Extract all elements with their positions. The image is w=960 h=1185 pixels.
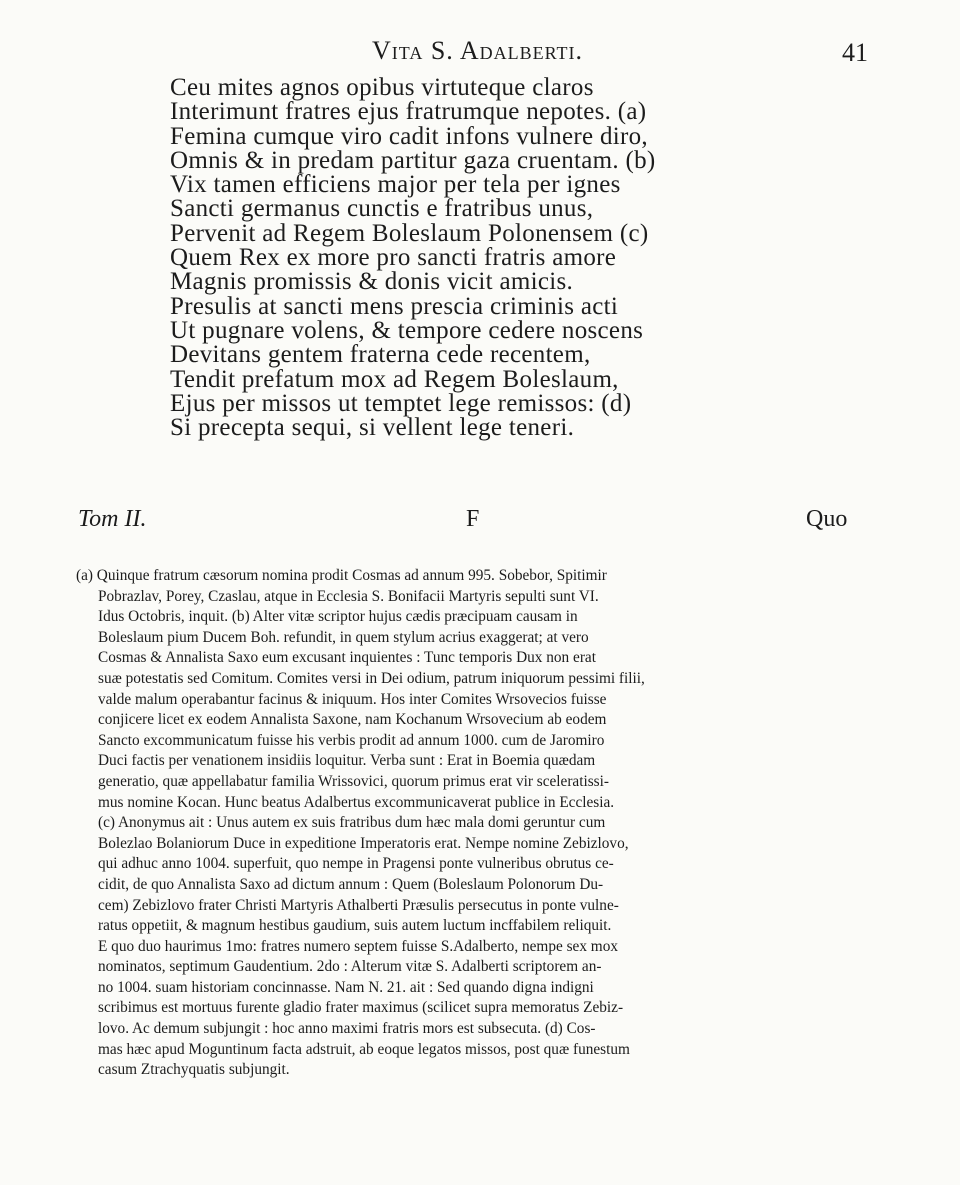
verse-line: Devitans gentem fraterna cede recentem, bbox=[170, 341, 591, 369]
footnote-line: scribimus est mortuus furente gladio frater maximus (scilicet supra memoratus Zebiz- bbox=[98, 999, 624, 1017]
page-number: 41 bbox=[842, 38, 868, 67]
verse-line: Tendit prefatum mox ad Regem Boleslaum, bbox=[170, 365, 619, 393]
verse-line: Omnis & in predam partitur gaza cruentam. (b) bbox=[170, 146, 656, 174]
footnote-line: Idus Octobris, inquit. (b) Alter vitæ scriptor hujus cædis præcipuam causam in bbox=[98, 608, 578, 626]
verse-line: Vix tamen efficiens major per tela per ignes bbox=[170, 171, 621, 199]
verse-line: Presulis at sancti mens prescia criminis acti bbox=[170, 292, 619, 320]
footnote-line: Boleslaum pium Ducem Boh. refundit, in quem stylum acrius exaggerat; at vero bbox=[98, 628, 589, 646]
verse-block bbox=[170, 76, 870, 440]
footnote-line: (c) Anonymus ait : Unus autem ex suis fratribus dum hæc mala domi geruntur cum bbox=[98, 814, 606, 832]
running-header bbox=[0, 30, 960, 70]
verse-line: Quem Rex ex more pro sancti fratris amore bbox=[170, 244, 617, 272]
footnote-line: Duci factis per venationem insidiis loquitur. Verba sunt : Erat in Boemia quædam bbox=[98, 752, 596, 770]
signature-line bbox=[0, 506, 960, 540]
verse-line: Si precepta sequi, si vellent lege teneri. bbox=[170, 414, 575, 442]
footnote-line: generatio, quæ appellabatur familia Wrissovici, quorum primus erat vir sceleratissi- bbox=[98, 772, 609, 790]
footnote-line: (a) Quinque fratrum cæsorum nomina prodit Cosmas ad annum 995. Sobebor, Spitimir bbox=[76, 567, 607, 584]
footnote-line: mas hæc apud Moguntinum facta adstruit, ab eoque legatos missos, post quæ funestum bbox=[98, 1040, 630, 1058]
footnote-line: cem) Zebizlovo frater Christi Martyris Athalberti Præsulis persecutus in ponte vulne- bbox=[98, 896, 619, 914]
catchword: Quo bbox=[806, 506, 848, 532]
verse-line: Magnis promissis & donis vicit amicis. bbox=[170, 268, 574, 296]
verse-line: Interimunt fratres ejus fratrumque nepotes. (a) bbox=[170, 98, 647, 126]
running-title: Vita S. Adalberti. bbox=[372, 36, 584, 65]
footnote-line: casum Ztrachyquatis subjungit. bbox=[98, 1061, 290, 1079]
footnote-line: E quo duo haurimus 1mo: fratres numero septem fuisse S.Adalberto, nempe sex mox bbox=[98, 937, 618, 955]
volume-mark: Tom II. bbox=[78, 506, 147, 532]
verse-line: Pervenit ad Regem Boleslaum Polonensem (c) bbox=[170, 219, 649, 247]
footnote-line: Sancto excommunicatum fuisse his verbis prodit ad annum 1000. cum de Jaromiro bbox=[98, 731, 605, 749]
footnote-line: Cosmas & Annalista Saxo eum excusant inquientes : Tunc temporis Dux non erat bbox=[98, 649, 596, 667]
footnote-line: Bolezlao Bolaniorum Duce in expeditione Imperatoris erat. Nempe nomine Zebizlovo, bbox=[98, 834, 629, 852]
footnote-line: mus nomine Kocan. Hunc beatus Adalbertus excommunicaverat publice in Ecclesia. bbox=[98, 793, 615, 811]
footnote-line: no 1004. suam historiam concinnasse. Nam N. 21. ait : Sed quando digna indigni bbox=[98, 978, 594, 996]
footnote-line: Pobrazlav, Porey, Czaslau, atque in Ecclesia S. Bonifacii Martyris sepulti sunt VI. bbox=[98, 587, 599, 605]
footnote-line: lovo. Ac demum subjungit : hoc anno maximi fratris mors est subsecuta. (d) Cos- bbox=[98, 1020, 596, 1038]
footnote-line: suæ potestatis sed Comitum. Comites versi in Dei odium, patrum iniquorum pessimi filii, bbox=[98, 669, 645, 687]
verse-line: Ceu mites agnos opibus virtuteque claros bbox=[170, 74, 594, 101]
signature-mark: F bbox=[466, 506, 480, 532]
footnote-line: valde malum operabantur facinus & iniquum. Hos inter Comites Wrsovecios fuisse bbox=[98, 690, 607, 708]
verse-line: Ejus per missos ut temptet lege remissos: (d) bbox=[170, 389, 632, 417]
footnote-line: qui adhuc anno 1004. superfuit, quo nempe in Pragensi ponte vulneribus obrutus ce- bbox=[98, 855, 614, 873]
footnotes bbox=[74, 566, 878, 1081]
verse-line: Sancti germanus cunctis e fratribus unus, bbox=[170, 195, 594, 223]
footnote-line: conjicere licet ex eodem Annalista Saxone, nam Kochanum Wrsovecium ab eodem bbox=[98, 711, 607, 729]
footnote-line: ratus oppetiit, & magnum hestibus gaudium, suis autem luctum incffabilem reliquit. bbox=[98, 917, 612, 935]
verse-line: Ut pugnare volens, & tempore cedere noscens bbox=[170, 316, 644, 344]
footnote-line: cidit, de quo Annalista Saxo ad dictum annum : Quem (Boleslaum Polonorum Du- bbox=[98, 875, 604, 893]
footnote-line: nominatos, septimum Gaudentium. 2do : Alterum vitæ S. Adalberti scriptorem an- bbox=[98, 958, 602, 976]
verse-line: Femina cumque viro cadit infons vulnere diro, bbox=[170, 122, 648, 150]
